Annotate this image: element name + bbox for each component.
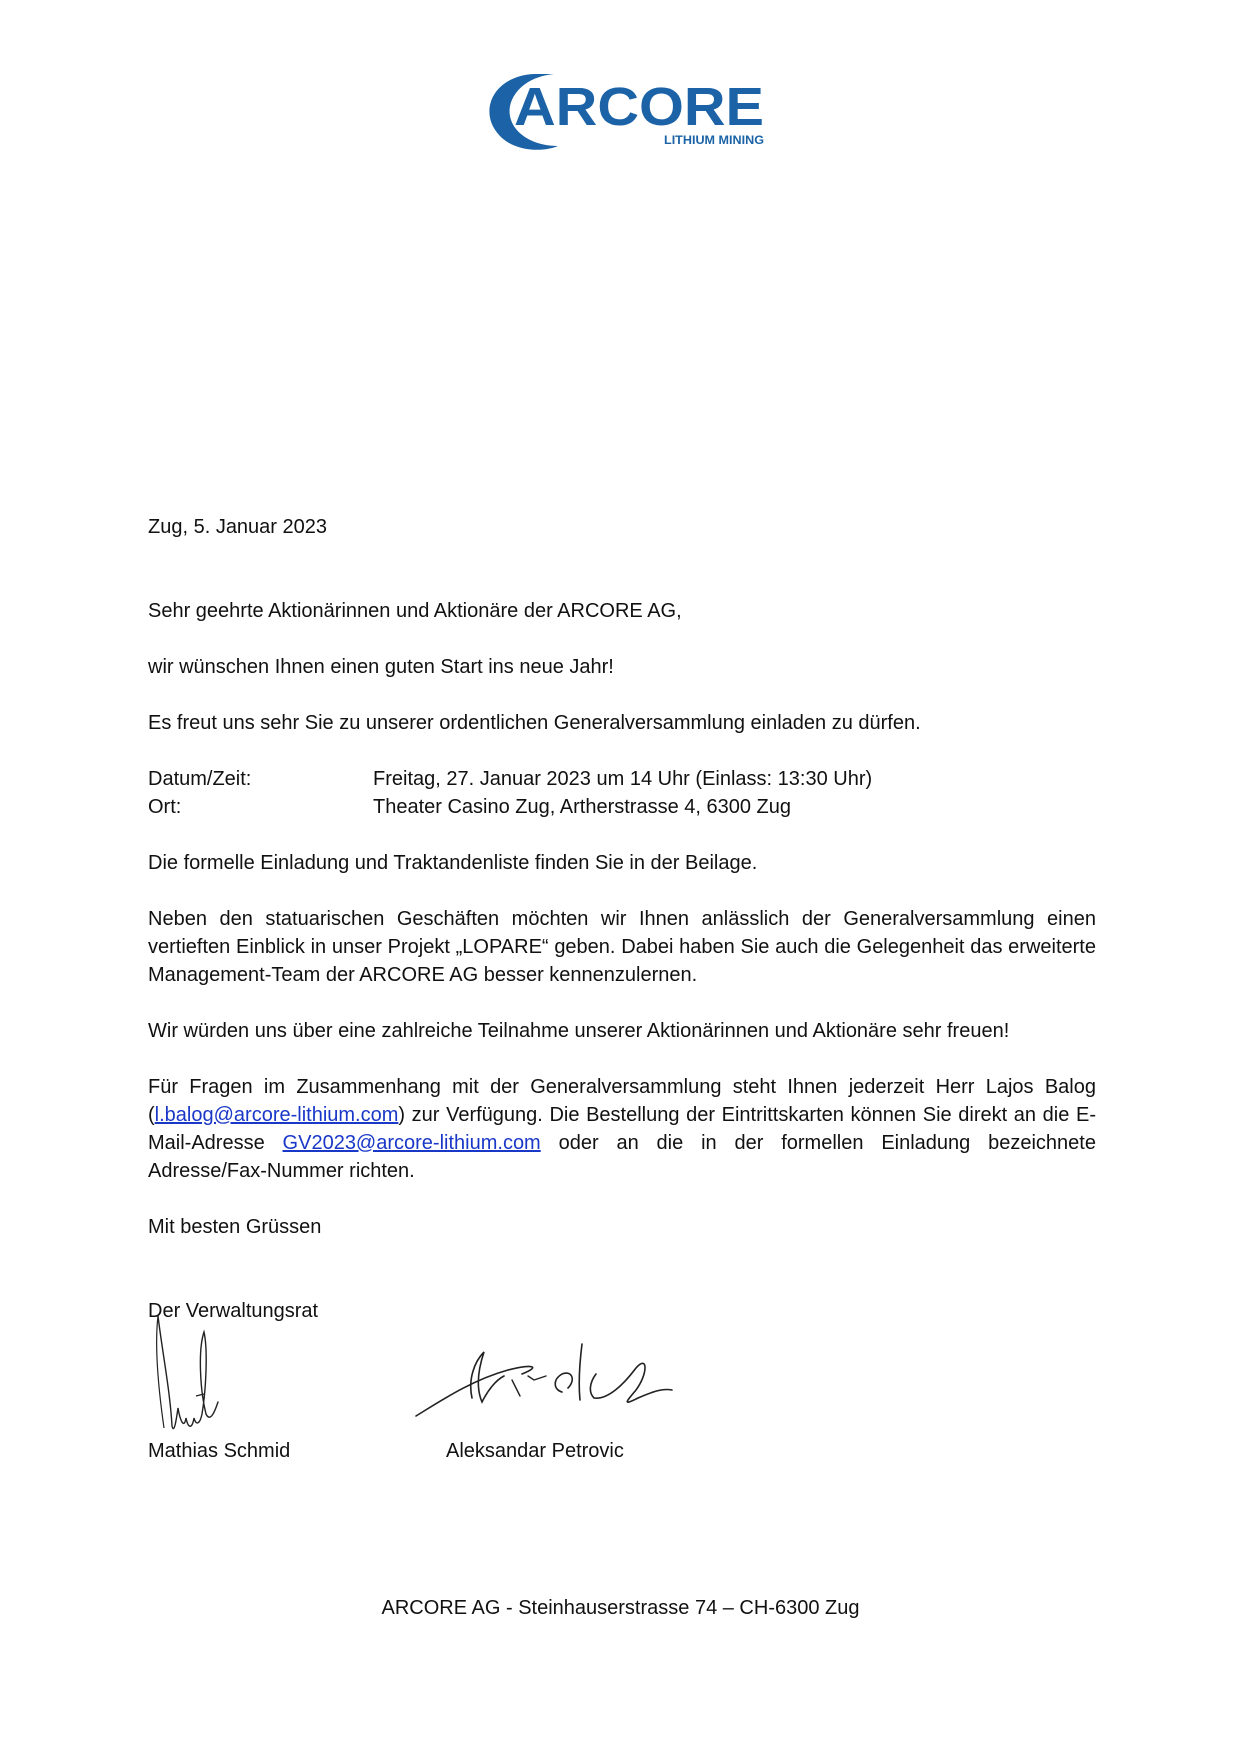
signature-schmid: [148, 1310, 238, 1440]
place-label: Ort:: [148, 796, 182, 818]
closing: Mit besten Grüssen: [148, 1216, 322, 1238]
arcore-logo: [478, 66, 768, 156]
logo-wordmark: ARCORE: [514, 77, 764, 137]
paragraph-contact: [148, 1073, 1096, 1185]
place-name: Theater Casino Zug,: [373, 796, 556, 818]
paragraph-project: Neben den statuarischen Geschäften möchten wir Ihnen anlässlich der Generalversammlung einen vertieften Einblick in unser Projekt „LOPARE“ geben. Dabei haben Sie auch die Gelegenheit das erweiterte Management-Team der ARCORE AG besser kennenzulernen.: [148, 908, 1096, 986]
board-line: Der Verwaltungsrat: [148, 1300, 319, 1322]
place-value: [373, 793, 791, 821]
contact-text-2: ) zur Verfügung. Die Bestellung der Eintrittskarten können Sie direkt an die E-Mail-Adresse: [148, 1104, 1096, 1154]
footer-address: ARCORE AG - Steinhauserstrasse 74 – CH-6300 Zug: [381, 1597, 860, 1619]
place-address: Artherstrasse 4, 6300 Zug: [555, 796, 792, 818]
logo-tagline: LITHIUM MINING: [664, 133, 764, 147]
date-line: Zug, 5. Januar 2023: [148, 516, 328, 538]
contact-text-3: oder an die in der formellen Einladung bezeichnete Adresse/Fax-Nummer richten.: [148, 1132, 1096, 1182]
datetime-value: Freitag, 27. Januar 2023 um 14 Uhr (Einlass: 13:30 Uhr): [373, 768, 873, 790]
attachment-note: Die formelle Einladung und Traktandenliste finden Sie in der Beilage.: [148, 852, 758, 874]
signatory-petrovic: Aleksandar Petrovic: [446, 1440, 624, 1462]
salutation: Sehr geehrte Aktionärinnen und Aktionäre der ARCORE AG,: [148, 600, 682, 622]
email-link-gv2023[interactable]: GV2023@arcore-lithium.com: [282, 1132, 541, 1154]
email-link-balog[interactable]: l.balog@arcore-lithium.com: [154, 1104, 399, 1126]
contact-text-1: Für Fragen im Zusammenhang mit der Generalversammlung steht Ihnen jederzeit Herr Lajos Balog (: [148, 1076, 1096, 1126]
invitation: Es freut uns sehr Sie zu unserer ordentlichen Generalversammlung einladen zu dürfen.: [148, 712, 921, 734]
signatory-schmid: Mathias Schmid: [148, 1440, 291, 1462]
signature-petrovic: [412, 1340, 722, 1420]
paragraph-participation: Wir würden uns über eine zahlreiche Teilnahme unserer Aktionärinnen und Aktionäre sehr freuen!: [148, 1020, 1010, 1042]
datetime-label: Datum/Zeit:: [148, 768, 252, 790]
greeting: wir wünschen Ihnen einen guten Start ins neue Jahr!: [148, 656, 614, 678]
